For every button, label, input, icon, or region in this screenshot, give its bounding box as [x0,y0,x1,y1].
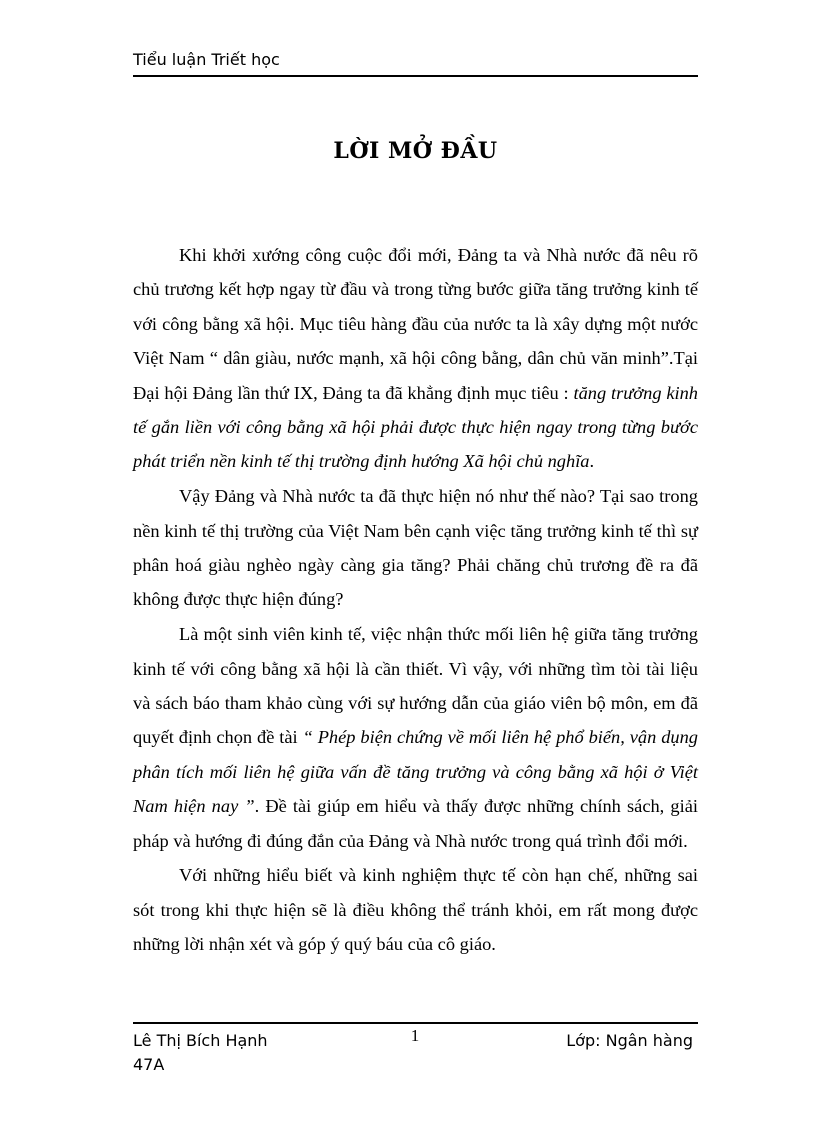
page-header: Tiểu luận Triết học [133,50,280,69]
paragraph-3 [133,617,698,858]
paragraph-1-text: Khi khởi xướng công cuộc đổi mới, Đảng ta và Nhà nước đã nêu rõ chủ trương kết hợp ngay từ đầu và trong từng bước giữa tăng trưởng kinh tế với công bằng xã hội. Mục tiêu hàng đầu của nước ta là xây dựng một nước Việt Nam “ dân giàu, nước mạnh, xã hội công bằng, dân chủ văn minh”.Tại Đại hội Đảng lần thứ IX, Đảng ta đã khẳng định mục tiêu : [133,245,698,403]
paragraph-1-emphasis: tăng trưởng kinh tế gắn liền với công bằng xã hội phải được thực hiện ngay trong từng bước phát triển nền kinh tế thị trường định hướng Xã hội chủ nghĩa [133,382,698,472]
paragraph-3-end: . Đề tài giúp em hiểu và thấy được những chính sách, giải pháp và hướng đi đúng đắn của Đảng và Nhà nước trong quá trình đổi mới. [133,796,698,851]
header-divider [133,75,698,77]
paragraph-4 [133,858,698,961]
document-body [133,238,698,962]
author-cohort: 47A [133,1055,165,1074]
paragraph-2 [133,479,698,617]
paragraph-4-text: Với những hiểu biết và kinh nghiệm thực tế còn hạn chế, những sai sót trong khi thực hiện sẽ là điều không thể tránh khỏi, em rất mong được những lời nhận xét và góp ý quý báu của cô giáo. [133,865,698,955]
footer-author [133,1029,333,1077]
document-title: LỜI MỞ ĐẦU [333,138,498,164]
paragraph-1-end: . [589,451,595,472]
paragraph-3-emphasis: “ Phép biện chứng về mối liên hệ phổ biến, vận dụng phân tích mối liên hệ giữa vấn đề tăng trưởng và công bằng xã hội ở Việt Nam hiện nay ” [133,727,698,817]
author-name: Lê Thị Bích Hạnh [133,1031,268,1050]
paragraph-3-text: Là một sinh viên kinh tế, việc nhận thức mối liên hệ giữa tăng trưởng kinh tế với công bằng xã hội là cần thiết. Vì vậy, với những tìm tòi tài liệu và sách báo tham khảo cùng với sự hướng dẫn của giáo viên bộ môn, em đã quyết định chọn đề tài [133,624,698,748]
footer-divider [133,1022,698,1024]
paragraph-1 [133,238,698,479]
footer-class: Lớp: Ngân hàng [566,1031,693,1050]
paragraph-2-text: Vậy Đảng và Nhà nước ta đã thực hiện nó như thế nào? Tại sao trong nền kinh tế thị trường của Việt Nam bên cạnh việc tăng trưởng kinh tế thì sự phân hoá giàu nghèo ngày càng gia tăng? Phải chăng chủ trương đề ra đã không được thực hiện đúng? [133,486,698,610]
page-number: 1 [410,1026,420,1045]
